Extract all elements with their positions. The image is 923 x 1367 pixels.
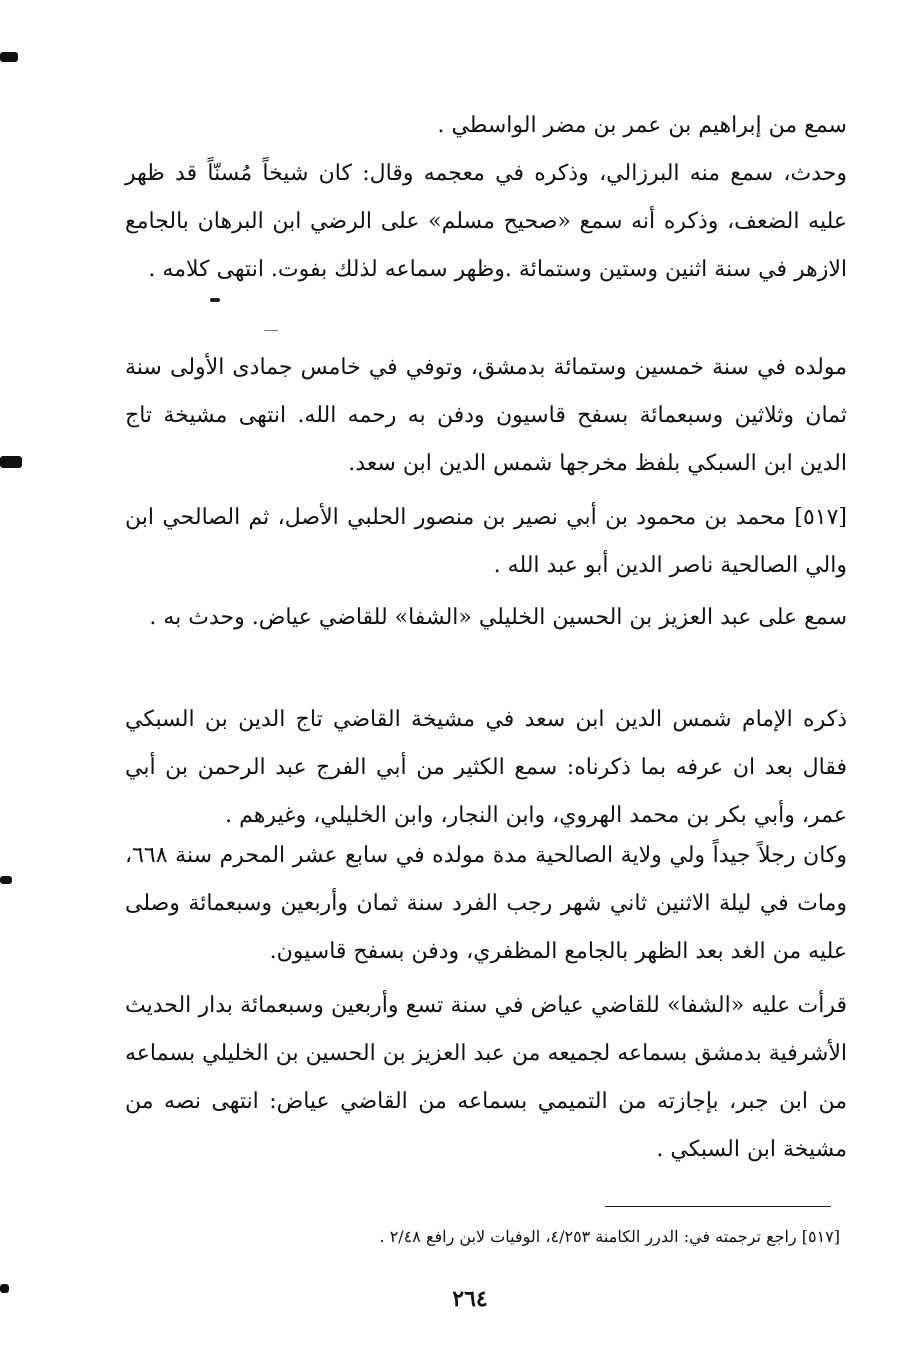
paragraph-narrated bbox=[125, 150, 847, 294]
paragraph-text: قرأت عليه «الشفا» للقاضي عياض في سنة تسع وأربعين وسبعمائة بدار الحديث الأشرفية بدمشق بسماعه لجميعه من عبد العزيز بن الحسين بن الخليلي بسماعه من ابن جبر، بإجازته من التميمي بسماعه من القاضي عياض: انتهى نصه من مشيخة ابن السبكي . bbox=[125, 993, 847, 1162]
scan-speck bbox=[210, 298, 220, 302]
footnote-divider bbox=[605, 1206, 831, 1207]
paragraph-text: وحدث، سمع منه البرزالي، وذكره في معجمه وقال: كان شيخاً مُسنّاً قد ظهر عليه الضعف، وذكره أنه سمع «صحيح مسلم» على الرضي ابن البرهان بالجامع الازهر في سنة اثنين وستين وستمائة .وظهر سماعه لذلك بفوت. انتهى كلامه . bbox=[125, 161, 847, 282]
paragraph-mentioned-by-ibn-saad bbox=[125, 696, 847, 840]
scan-artifact bbox=[0, 1284, 9, 1293]
scan-artifact bbox=[0, 456, 22, 468]
paragraph-governor-death bbox=[125, 832, 847, 976]
paragraph-text: [٥١٧] محمد بن محمود بن أبي نصير بن منصور الحلبي الأصل، ثم الصالحي ابن والي الصالحية ناصر الدين أبو عبد الله . bbox=[125, 505, 847, 578]
paragraph-read-shifa bbox=[125, 982, 847, 1174]
scan-speck bbox=[264, 330, 278, 331]
paragraph-text: سمع على عبد العزيز بن الحسين الخليلي «الشفا» للقاضي عياض. وحدث به . bbox=[149, 605, 847, 630]
paragraph-text: ذكره الإمام شمس الدين ابن سعد في مشيخة القاضي تاج الدين بن السبكي فقال بعد ان عرفه بما ذكرناه: سمع الكثير من أبي الفرج عبد الرحمن بن أبي عمر، وأبي بكر بن محمد الهروي، وابن النجار، وابن الخليلي، وغيرهم . bbox=[125, 707, 847, 828]
scan-artifact bbox=[0, 52, 18, 62]
entry-heading-517 bbox=[125, 494, 847, 590]
paragraph-text: مولده في سنة خمسين وستمائة بدمشق، وتوفي في خامس جمادى الأولى سنة ثمان وثلاثين وسبعمائة بسفح قاسيون ودفن به رحمه الله. انتهى مشيخة تاج الدين ابن السبكي بلفظ مخرجها شمس الدين ابن سعد. bbox=[125, 355, 847, 476]
paragraph-heard-from-wasiti bbox=[125, 102, 847, 150]
page-number: ٢٦٤ bbox=[452, 1286, 488, 1312]
paragraph-text: وكان رجلاً جيداً ولي ولاية الصالحية مدة مولده في سابع عشر المحرم سنة ٦٦٨، ومات في ليلة الاثنين ثاني شهر رجب الفرد سنة ثمان وأربعين وسبعمائة وصلى عليه من الغد بعد الظهر بالجامع المظفري، ودفن بسفح قاسيون. bbox=[125, 843, 847, 964]
paragraph-birth-death bbox=[125, 344, 847, 488]
scan-artifact bbox=[0, 876, 12, 884]
paragraph-text: سمع من إبراهيم بن عمر بن مضر الواسطي . bbox=[437, 113, 847, 138]
paragraph-heard-shifa bbox=[125, 594, 847, 642]
footnote: [٥١٧] راجع ترجمته في: الدرر الكامنة ٤/٢٥٣، الوفيات لابن رافع ٢/٤٨ . bbox=[379, 1227, 840, 1246]
